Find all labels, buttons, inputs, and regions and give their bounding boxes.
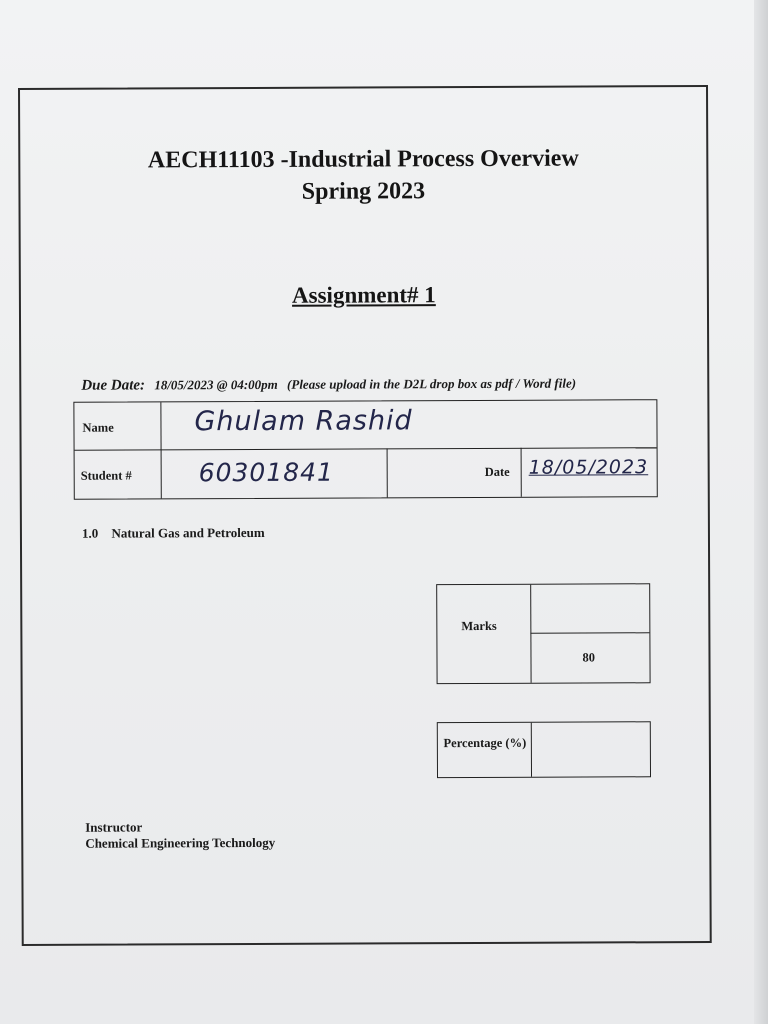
percentage-box — [437, 721, 651, 778]
student-info-table — [73, 399, 657, 500]
section-title: Natural Gas and Petroleum — [111, 524, 265, 541]
student-number-handwritten: 60301841 — [198, 457, 334, 488]
table-col-divider-date — [387, 448, 388, 497]
instructor-block — [85, 819, 275, 852]
name-value-handwritten: Ghulam Rashid — [194, 405, 413, 438]
section-heading — [82, 525, 265, 542]
date-handwritten: 18/05/2023 — [528, 456, 649, 479]
instructor-label: Instructor — [85, 819, 143, 835]
term-title: Spring 2023 — [301, 178, 426, 205]
table-col-divider — [160, 402, 161, 498]
name-label: Name — [82, 420, 114, 435]
due-date-label: Due Date: — [81, 377, 146, 394]
due-date-value: 18/05/2023 @ 04:00pm — [154, 376, 278, 393]
due-date-line — [81, 376, 576, 395]
marks-row-divider — [530, 632, 649, 634]
marks-label: Marks — [461, 618, 497, 634]
due-date-note: (Please upload in the D2L drop box as pdf / Word file) — [286, 375, 577, 392]
percentage-label: Percentage (%) — [443, 735, 527, 751]
section-number: 1.0 — [81, 525, 99, 541]
paper-edge — [754, 0, 768, 1024]
percentage-col-divider — [531, 723, 532, 777]
department-label: Chemical Engineering Technology — [85, 834, 276, 851]
student-number-label: Student # — [80, 468, 132, 483]
cover-page-frame — [18, 85, 712, 946]
date-label: Date — [484, 464, 510, 479]
marks-box — [436, 583, 650, 684]
marks-total: 80 — [582, 650, 596, 665]
table-row-divider — [75, 447, 657, 451]
table-col-divider-date-value — [521, 448, 522, 497]
course-title: AECH11103 -Industrial Process Overview — [147, 145, 579, 174]
assignment-heading: Assignment# 1 — [291, 282, 436, 308]
